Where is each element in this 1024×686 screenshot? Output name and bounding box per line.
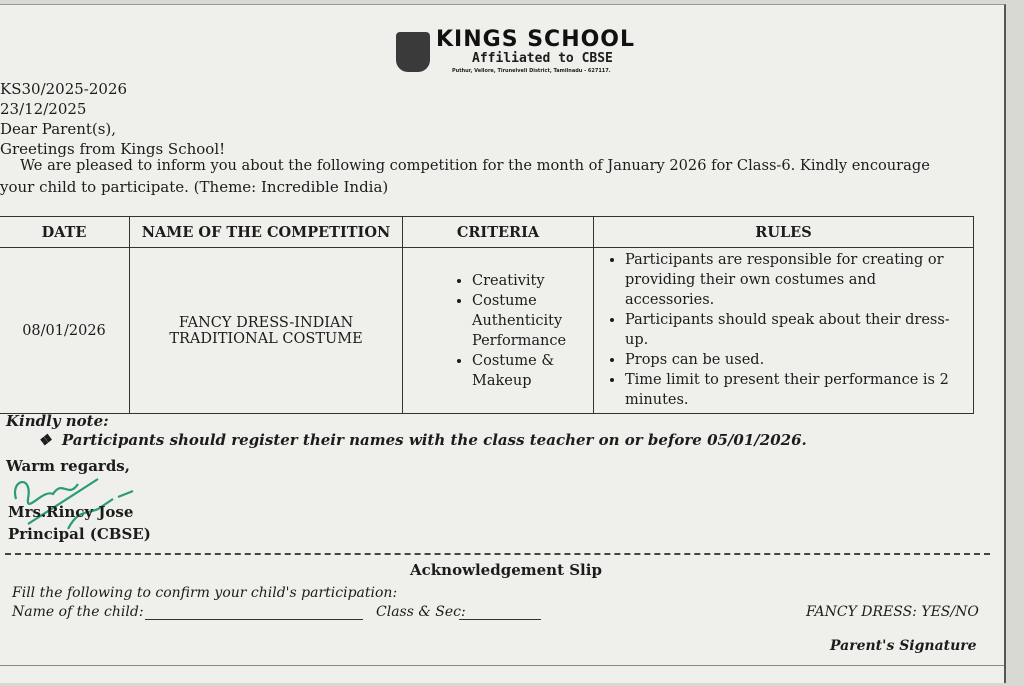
diamond-bullet-icon: ❖ (38, 431, 62, 449)
slip-instruction: Fill the following to confirm your child's participation: (12, 585, 398, 601)
child-name-field[interactable] (145, 619, 363, 620)
slip-title: Acknowledgement Slip (410, 561, 602, 579)
principal-name: Mrs.Rincy Jose (8, 503, 134, 521)
child-name-label: Name of the child: (12, 604, 144, 620)
rule-item: • Participants are responsible for creating or providing their own costumes and accessories. (625, 250, 952, 310)
criteria-item: • Costume Authenticity Performance (472, 291, 562, 351)
rule-item: • Participants should speak about their dress-up. (625, 310, 952, 350)
principal-title: Principal (CBSE) (8, 525, 151, 543)
regards: Warm regards, (6, 457, 130, 475)
letter-page (0, 4, 1006, 683)
header-rules: RULES (594, 217, 974, 248)
criteria-item: • Costume & Makeup (472, 351, 562, 391)
header-name: NAME OF THE COMPETITION (130, 217, 403, 248)
cut-line-divider (5, 553, 990, 555)
affiliation: Affiliated to CBSE (472, 51, 613, 66)
school-name: KINGS SCHOOL (436, 27, 636, 52)
competition-name-line1: FANCY DRESS-INDIAN (178, 314, 354, 331)
criteria-item: • Creativity (472, 271, 562, 291)
competition-name-line2: TRADITIONAL COSTUME (169, 330, 363, 347)
note-item (38, 431, 807, 449)
salutation: Dear Parent(s), (0, 120, 117, 138)
school-logo (396, 32, 430, 72)
fancy-dress-choice: FANCY DRESS: YES/NO (806, 604, 979, 620)
reference-number: KS30/2025-2026 (0, 80, 128, 98)
competition-table (0, 216, 974, 414)
parent-signature-label: Parent's Signature (830, 638, 977, 654)
rule-item: • Time limit to present their performance is 2 minutes. (625, 370, 952, 410)
note-text: Participants should register their names with the class teacher on or before 05/01/2026. (61, 431, 807, 449)
note-title: Kindly note: (6, 412, 109, 430)
header-criteria: CRITERIA (403, 217, 594, 248)
rule-item: • Props can be used. (625, 350, 952, 370)
letter-date: 23/12/2025 (0, 100, 87, 118)
bottom-border (0, 665, 1004, 666)
body-line-1: We are pleased to inform you about the following competition for the month of January 2026 for Class-6. Kindly encourage (20, 157, 930, 174)
class-section-field[interactable] (459, 619, 541, 620)
cell-name (130, 248, 403, 414)
table-row (0, 248, 974, 414)
school-address: Puthur, Vellore, Tirunelveli District, Tamilnadu - 627117. (452, 68, 611, 74)
greeting: Greetings from Kings School! (0, 140, 226, 158)
cell-date: 08/01/2026 (0, 248, 130, 414)
header-date: DATE (0, 217, 130, 248)
class-section-label: Class & Sec: (376, 604, 466, 620)
cell-rules (594, 248, 974, 414)
table-header-row (0, 217, 974, 248)
cell-criteria (403, 248, 594, 414)
body-line-2: your child to participate. (Theme: Incredible India) (0, 178, 389, 196)
